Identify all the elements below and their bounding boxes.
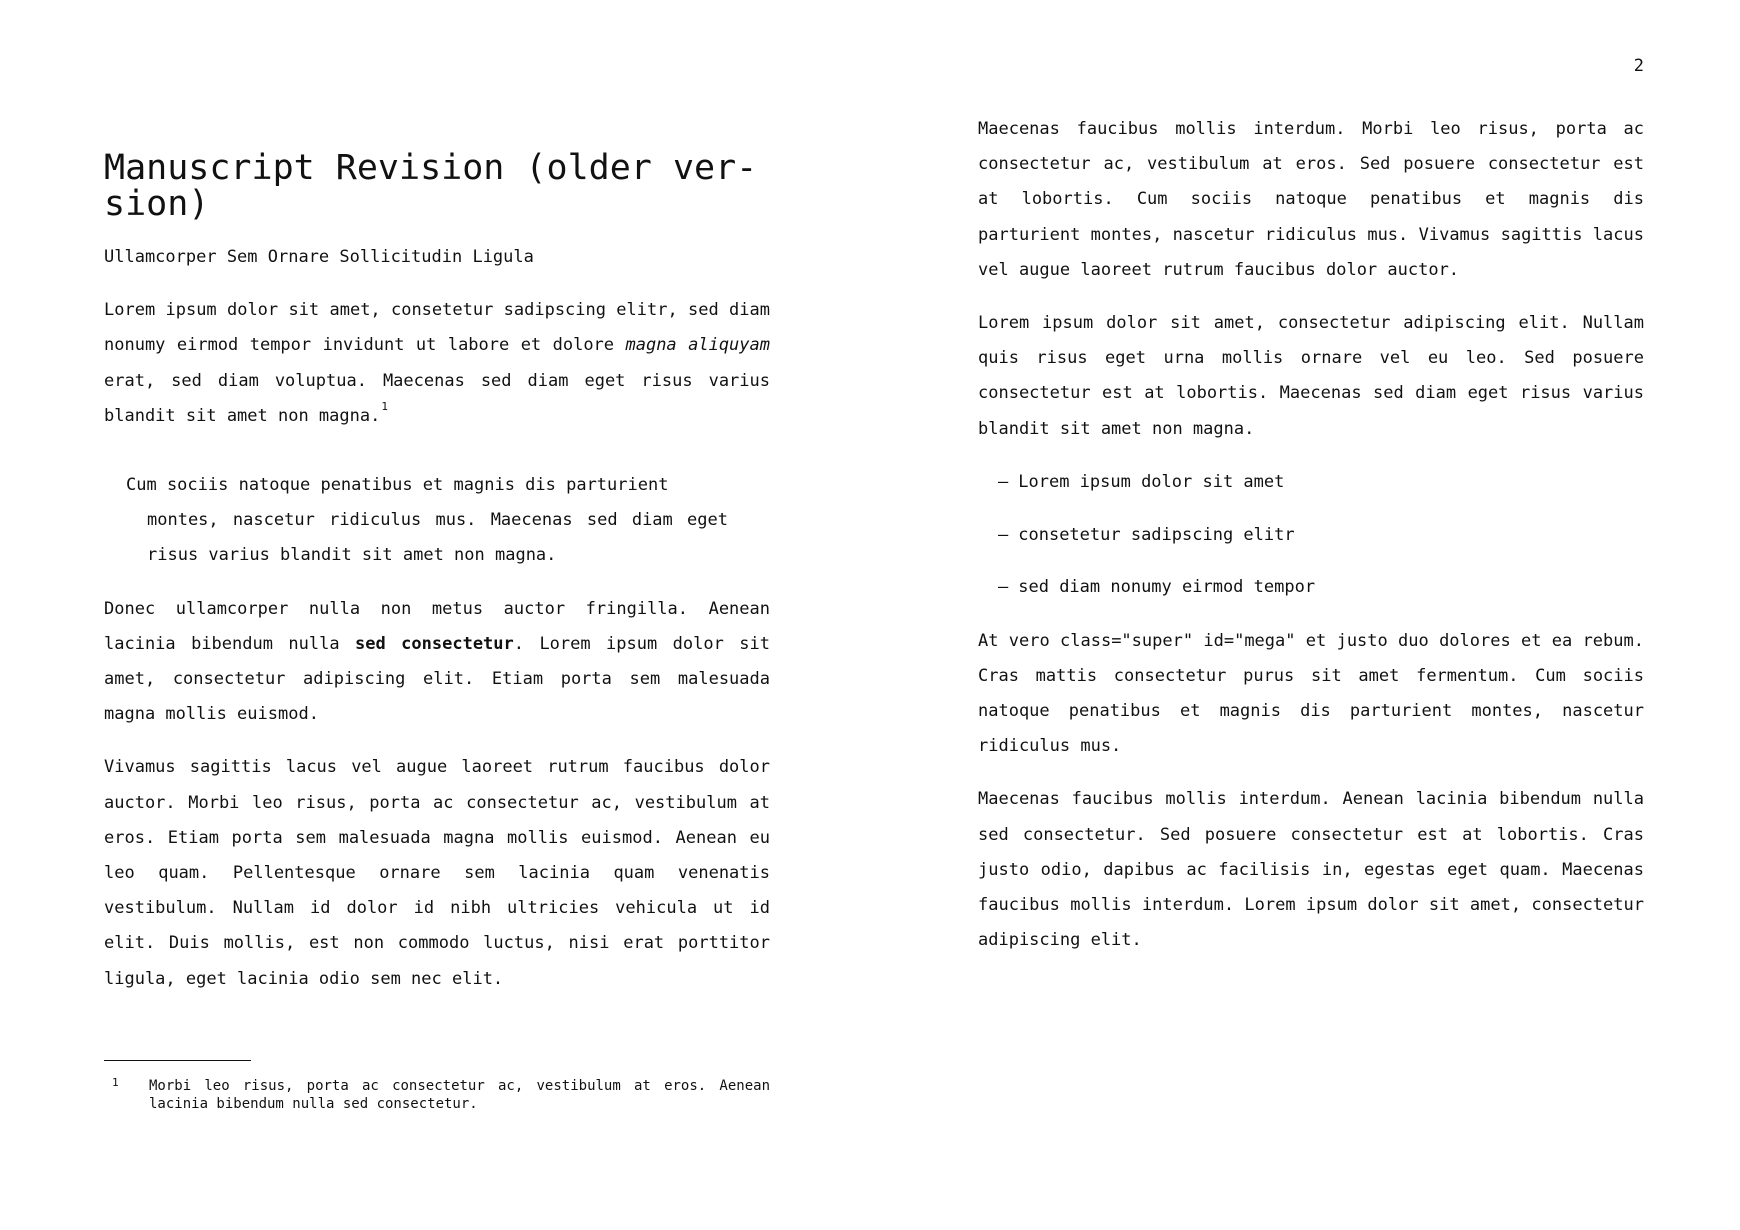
paragraph-donec (104, 592, 770, 733)
paragraph-text: . Lorem ipsum dolor sit amet, consectetur adipiscing elit. Etiam porta sem malesuada magna mollis euismod. (104, 633, 770, 725)
dash-list (998, 465, 1644, 606)
blockquote (126, 468, 728, 574)
paragraph-intro (104, 293, 770, 434)
paragraph-text: erat, sed diam voluptua. Maecenas sed diam eget risus varius blandit sit amet non magna. (104, 370, 770, 426)
footnote-reference[interactable]: 1 (381, 399, 388, 413)
list-item (998, 518, 1644, 553)
document-title: Manuscript Revision (older ver- sion) (104, 148, 758, 224)
list-item (998, 570, 1644, 605)
paragraph-text: Lorem ipsum dolor sit amet, consetetur sadipscing elitr, sed diam nonumy eirmod tempor invidunt ut labore et dolore (104, 300, 770, 356)
paragraph-vivamus: Vivamus sagittis lacus vel augue laoreet rutrum faucibus dolor auctor. Morbi leo risus, porta ac consectetur ac, vestibulum at eros. Etiam porta sem malesuada magna mollis euismod. Aenean eu leo quam. Pellentesque ornare sem lacinia quam venenatis vestibulum. Nullam id dolor id nibh ultricies vehicula ut id elit. Duis mollis, est non commodo luctus, nisi erat porttitor ligula, eget lacinia odio sem nec elit. (104, 757, 770, 989)
left-column (104, 150, 770, 1015)
paragraph-lorem: Lorem ipsum dolor sit amet, consectetur adipiscing elit. Nullam quis risus eget urna mollis ornare vel eu leo. Sed posuere consectetur est at lobortis. Maecenas sed diam eget risus varius blandit sit amet non magna. (978, 313, 1644, 439)
paragraph-text: Donec ullamcorper nulla non metus auctor fringilla. Aenean lacinia bibendum nulla (104, 598, 770, 654)
list-marker: – (998, 577, 1009, 598)
strong-text: sed consectetur (355, 633, 514, 654)
footnote-number: 1 (112, 1076, 119, 1089)
list-marker: – (998, 524, 1009, 545)
blockquote-continuation: montes, nascetur ridiculus mus. Maecenas sed diam eget risus varius blandit sit amet non magna. (147, 510, 728, 566)
page-number: 2 (1633, 56, 1644, 76)
footnote (104, 1077, 770, 1113)
document-subtitle: Ullamcorper Sem Ornare Sollicitudin Ligula (104, 247, 534, 267)
paragraph-maecenas-2: Maecenas faucibus mollis interdum. Aenean lacinia bibendum nulla sed consectetur. Sed posuere consectetur est at lobortis. Cras justo odio, dapibus ac facilisis in, egestas eget quam. Maecenas faucibus mollis interdum. Lorem ipsum dolor sit amet, consectetur adipiscing elit. (978, 789, 1644, 951)
right-column (978, 112, 1644, 976)
list-item-text: Lorem ipsum dolor sit amet (1018, 471, 1285, 492)
list-item-text: consetetur sadipscing elitr (1018, 524, 1295, 545)
footnote-text: Morbi leo risus, porta ac consectetur ac, vestibulum at eros. Aenean lacinia bibendum nulla sed consectetur. (149, 1078, 770, 1112)
emphasis-text: magna aliquyam (625, 335, 770, 356)
blockquote-first-line: Cum sociis natoque penatibus et magnis dis parturient (126, 475, 669, 496)
list-item (998, 465, 1644, 500)
list-marker: – (998, 471, 1009, 492)
footnote-rule (104, 1060, 251, 1061)
paragraph-at-vero: At vero class="super" id="mega" et justo duo dolores et ea rebum. Cras mattis consectetur purus sit amet fermentum. Cum sociis natoque penatibus et magnis dis parturient montes, nascetur ridiculus mus. (978, 630, 1644, 757)
list-item-text: sed diam nonumy eirmod tempor (1018, 577, 1316, 598)
paragraph-maecenas: Maecenas faucibus mollis interdum. Morbi leo risus, porta ac consectetur ac, vestibulum at eros. Sed posuere consectetur est at lobortis. Cum sociis natoque penatibus et magnis dis parturient montes, nascetur ridiculus mus. Vivamus sagittis lacus vel augue laoreet rutrum faucibus dolor auctor. (978, 119, 1644, 280)
